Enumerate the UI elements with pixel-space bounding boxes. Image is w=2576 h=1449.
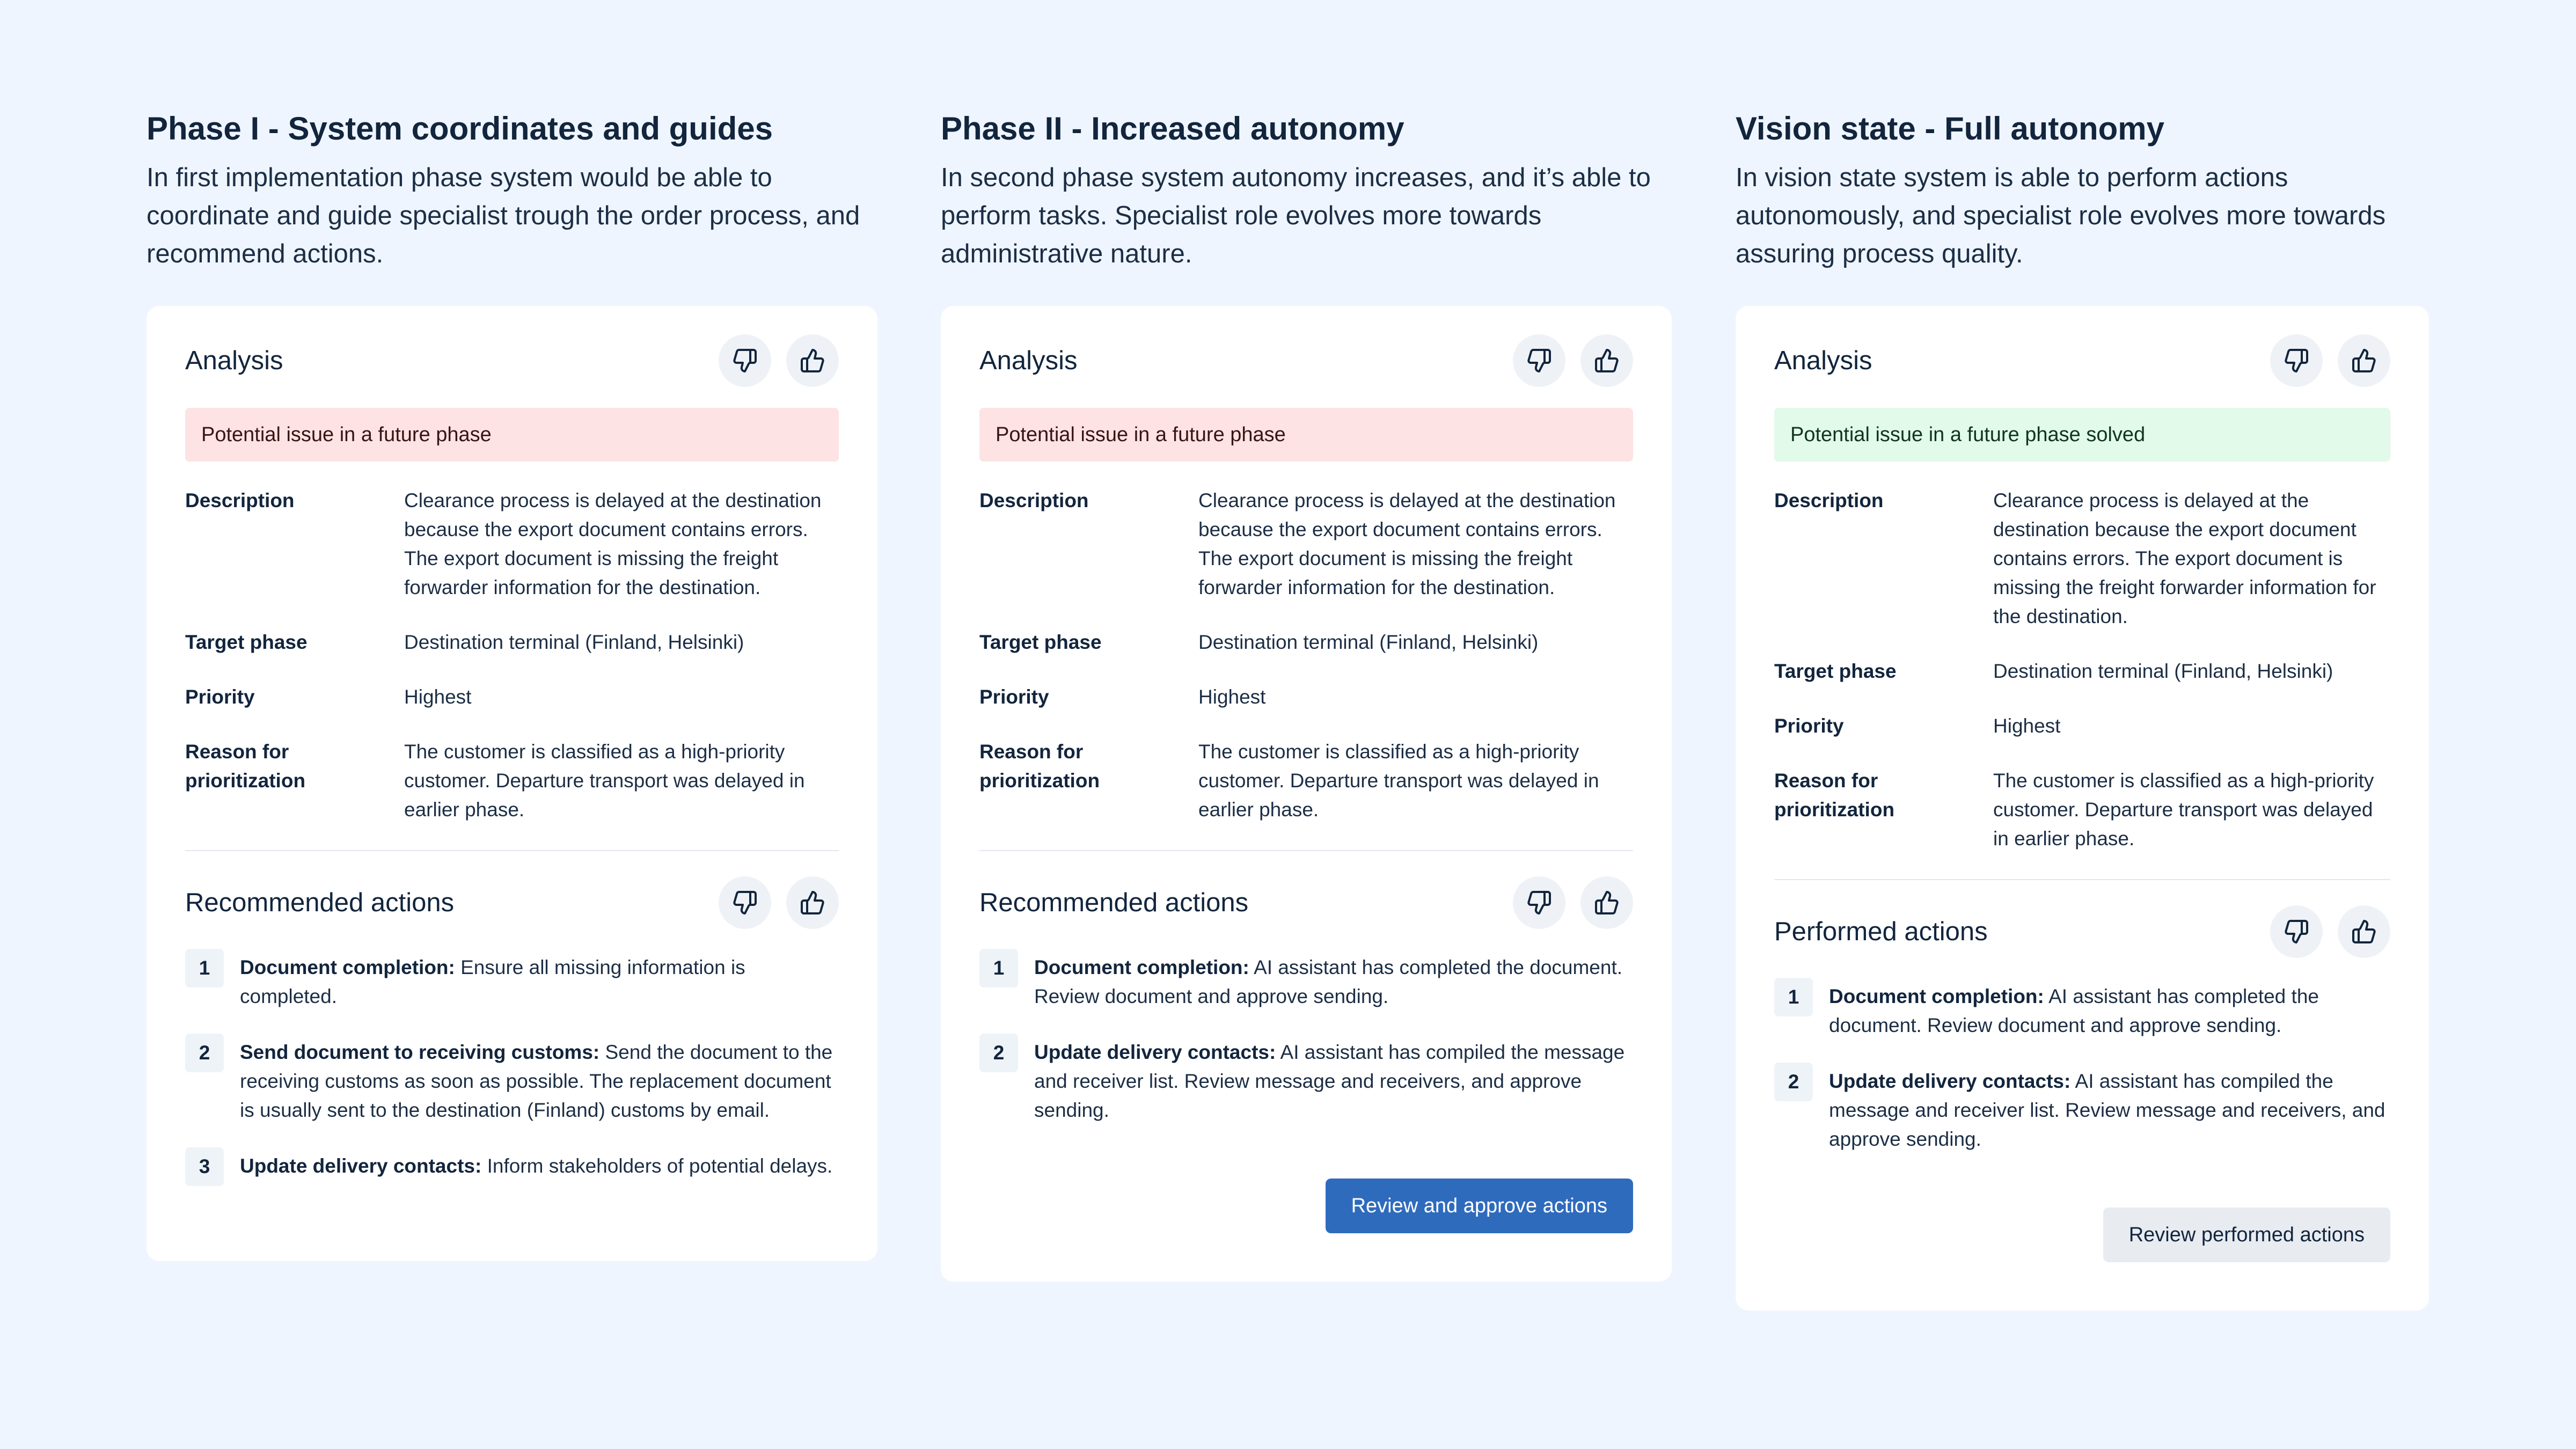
detail-row-reason — [979, 737, 1633, 824]
detail-row-reason — [185, 737, 839, 824]
detail-label: Reason for prioritization — [1774, 770, 1895, 821]
list-item — [185, 1152, 839, 1186]
action-title: Send document to receiving customs: — [240, 1041, 600, 1063]
action-text — [240, 1038, 839, 1125]
phase-title: Vision state - Full autonomy — [1736, 111, 2164, 147]
detail-row-target-phase — [185, 628, 839, 657]
thumbs-down-button[interactable] — [719, 876, 771, 929]
phase-2-column — [941, 107, 1672, 1217]
list-item — [185, 953, 839, 1011]
detail-value: The customer is classified as a high-priority customer. Departure transport was delayed in earlier phase. — [404, 741, 805, 821]
thumbs-up-icon — [1594, 890, 1620, 916]
thumbs-up-icon — [2351, 348, 2377, 374]
thumbs-up-icon — [800, 890, 825, 916]
action-number: 2 — [979, 1034, 1018, 1072]
analysis-feedback — [719, 334, 839, 387]
action-body: Ensure all missing information is completed. — [240, 956, 745, 1007]
action-text — [1829, 982, 2390, 1040]
action-text — [1829, 1067, 2390, 1154]
detail-value: Destination terminal (Finland, Helsinki) — [1993, 660, 2333, 682]
action-number: 1 — [1774, 978, 1813, 1016]
thumbs-down-button[interactable] — [1513, 876, 1565, 929]
action-title: Document completion: — [240, 956, 455, 978]
action-text — [1034, 1038, 1633, 1125]
list-item — [979, 953, 1633, 1011]
detail-row-priority — [979, 683, 1633, 712]
analysis-title: Analysis — [1774, 346, 1872, 375]
thumbs-up-button[interactable] — [786, 876, 839, 929]
actions-title: Recommended actions — [979, 888, 1249, 917]
detail-label: Priority — [1774, 715, 1844, 737]
detail-label: Priority — [185, 686, 255, 708]
analysis-card — [147, 306, 877, 1261]
detail-value: Destination terminal (Finland, Helsinki) — [404, 631, 744, 653]
actions-title: Recommended actions — [185, 888, 455, 917]
issue-banner: Potential issue in a future phase — [979, 408, 1633, 462]
detail-value: Highest — [1198, 686, 1266, 708]
action-text — [1034, 953, 1633, 1011]
analysis-header — [979, 334, 1633, 387]
detail-value: Clearance process is delayed at the destination because the export document contains errors. The export document is missing the freight forwarder information for the destination. — [404, 489, 822, 598]
detail-value: Clearance process is delayed at the destination because the export document contains errors. The export document is missing the freight forwarder information for the destination. — [1993, 489, 2376, 627]
action-title: Document completion: — [1829, 985, 2044, 1007]
phase-description: In second phase system autonomy increases, and it’s able to perform tasks. Specialist role evolves more towards administrative nature. — [941, 163, 1651, 268]
detail-value: The customer is classified as a high-priority customer. Departure transport was delayed in earlier phase. — [1993, 770, 2374, 850]
analysis-card — [1736, 306, 2429, 1311]
actions-header — [185, 876, 839, 930]
action-body: AI assistant has compiled the message and receiver list. Review message and receivers, and approve sending. — [1829, 1070, 2385, 1150]
analysis-header — [185, 334, 839, 387]
action-body: AI assistant has completed the document. Review document and approve sending. — [1034, 956, 1623, 1007]
actions-footer — [1774, 1208, 2390, 1262]
thumbs-up-icon — [2351, 919, 2377, 945]
thumbs-down-button[interactable] — [1513, 334, 1565, 387]
actions-feedback — [1513, 876, 1633, 929]
phase-1-column — [147, 107, 877, 1177]
review-approve-button[interactable]: Review and approve actions — [1326, 1179, 1633, 1233]
thumbs-down-icon — [1526, 890, 1552, 916]
thumbs-up-button[interactable] — [1580, 876, 1633, 929]
issue-banner: Potential issue in a future phase — [185, 408, 839, 462]
action-number: 2 — [185, 1034, 224, 1072]
action-body: AI assistant has compiled the message and receiver list. Review message and receivers, and approve sending. — [1034, 1041, 1625, 1121]
solved-banner: Potential issue in a future phase solved — [1774, 408, 2390, 462]
detail-label: Target phase — [1774, 660, 1897, 682]
detail-value: Highest — [404, 686, 472, 708]
detail-value: Clearance process is delayed at the destination because the export document contains errors. The export document is missing the freight forwarder information for the destination. — [1198, 489, 1616, 598]
action-title: Document completion: — [1034, 956, 1249, 978]
actions-title: Performed actions — [1774, 917, 1988, 946]
thumbs-down-button[interactable] — [2270, 905, 2323, 958]
action-text — [240, 1152, 839, 1186]
action-number: 2 — [1774, 1063, 1813, 1101]
action-body: Send the document to the receiving customs as soon as possible. The replacement document is usually sent to the destination (Finland) customs by email. — [240, 1041, 833, 1121]
thumbs-up-button[interactable] — [786, 334, 839, 387]
action-text — [240, 953, 839, 1011]
action-number: 1 — [979, 949, 1018, 987]
phase-title: Phase I - System coordinates and guides — [147, 111, 773, 147]
thumbs-up-icon — [800, 348, 825, 374]
phase-title: Phase II - Increased autonomy — [941, 111, 1404, 147]
action-body: AI assistant has completed the document. Review document and approve sending. — [1829, 985, 2319, 1036]
analysis-details — [185, 486, 839, 824]
action-title: Update delivery contacts: — [1829, 1070, 2071, 1092]
thumbs-up-button[interactable] — [2338, 334, 2390, 387]
section-divider — [1774, 879, 2390, 880]
detail-row-description — [979, 486, 1633, 602]
actions-feedback — [2270, 905, 2390, 958]
detail-row-target-phase — [979, 628, 1633, 657]
thumbs-down-button[interactable] — [719, 334, 771, 387]
thumbs-up-icon — [1594, 348, 1620, 374]
action-body: Inform stakeholders of potential delays. — [481, 1155, 833, 1177]
detail-label: Reason for prioritization — [979, 741, 1100, 792]
detail-value: Highest — [1993, 715, 2061, 737]
thumbs-down-icon — [732, 348, 758, 374]
thumbs-down-button[interactable] — [2270, 334, 2323, 387]
thumbs-down-icon — [2284, 348, 2309, 374]
actions-feedback — [719, 876, 839, 929]
action-title: Update delivery contacts: — [1034, 1041, 1276, 1063]
detail-row-priority — [1774, 712, 2390, 741]
phase-description: In first implementation phase system would be able to coordinate and guide specialist trough the order process, and recommend actions. — [147, 163, 860, 268]
detail-label: Description — [979, 489, 1089, 511]
actions-list — [979, 953, 1633, 1125]
analysis-card — [941, 306, 1672, 1282]
detail-label: Description — [185, 489, 295, 511]
list-item — [979, 1038, 1633, 1125]
analysis-title: Analysis — [185, 346, 283, 375]
detail-value: Destination terminal (Finland, Helsinki) — [1198, 631, 1539, 653]
analysis-details — [1774, 486, 2390, 853]
section-divider — [979, 850, 1633, 851]
detail-value: The customer is classified as a high-priority customer. Departure transport was delayed in earlier phase. — [1198, 741, 1599, 821]
detail-label: Reason for prioritization — [185, 741, 306, 792]
actions-header — [1774, 905, 2390, 958]
detail-label: Description — [1774, 489, 1884, 511]
review-performed-button[interactable]: Review performed actions — [2103, 1208, 2390, 1262]
action-title: Update delivery contacts: — [240, 1155, 482, 1177]
detail-row-target-phase — [1774, 657, 2390, 686]
detail-row-reason — [1774, 766, 2390, 853]
detail-row-priority — [185, 683, 839, 712]
actions-footer — [979, 1179, 1633, 1233]
analysis-title: Analysis — [979, 346, 1078, 375]
actions-list — [1774, 982, 2390, 1154]
analysis-header — [1774, 334, 2390, 387]
list-item — [1774, 1067, 2390, 1154]
phase-description: In vision state system is able to perform actions autonomously, and specialist role evolves more towards assuring process quality. — [1736, 163, 2386, 268]
detail-row-description — [1774, 486, 2390, 631]
vision-column — [1736, 107, 2429, 1246]
actions-list — [185, 953, 839, 1186]
thumbs-up-button[interactable] — [1580, 334, 1633, 387]
thumbs-up-button[interactable] — [2338, 905, 2390, 958]
detail-label: Target phase — [979, 631, 1102, 653]
list-item — [1774, 982, 2390, 1040]
action-number: 3 — [185, 1147, 224, 1186]
thumbs-down-icon — [1526, 348, 1552, 374]
detail-label: Priority — [979, 686, 1049, 708]
detail-label: Target phase — [185, 631, 308, 653]
thumbs-down-icon — [732, 890, 758, 916]
list-item — [185, 1038, 839, 1125]
analysis-feedback — [2270, 334, 2390, 387]
detail-row-description — [185, 486, 839, 602]
section-divider — [185, 850, 839, 851]
action-number: 1 — [185, 949, 224, 987]
thumbs-down-icon — [2284, 919, 2309, 945]
analysis-details — [979, 486, 1633, 824]
actions-header — [979, 876, 1633, 930]
analysis-feedback — [1513, 334, 1633, 387]
